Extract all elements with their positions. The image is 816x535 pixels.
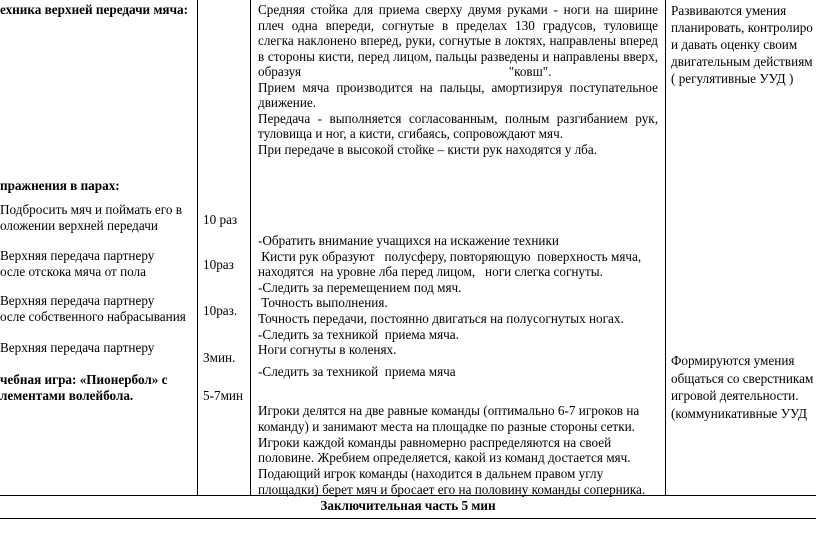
dose-3: 10раз. (203, 303, 238, 318)
col-divider-2 (250, 0, 251, 496)
note-line: Кисти рук образуют полусферу, повторяющую поверхность мяча, (258, 248, 642, 264)
communicative-line: игровой деятельности. (671, 388, 799, 403)
note-line: -Следить за техникой приема мяча. (258, 326, 459, 342)
regulative-line: и давать оценку своим (671, 37, 798, 52)
final-part-title: Заключительная часть 5 мин (320, 498, 496, 513)
game-rules (258, 403, 658, 498)
row-divider-footer (0, 518, 816, 519)
game-line: Подающий игрок команды (находится в дальнем правом углу (258, 466, 604, 482)
dose-4: 3мин. (203, 350, 236, 365)
technique-line: плеч одна впереди, согнутые в пределах 130 градусов, туловище (258, 17, 658, 33)
technique-line: Средняя стойка для приема сверху двумя руками - ноги на ширине (258, 2, 658, 17)
technique-line: слегка наклонено вперед, руки, согнутые в локтях, направлены вперед (258, 33, 658, 48)
technique-heading: ехника верхней передачи мяча: (0, 2, 188, 17)
exercise-1-line2: оложении верхней передачи (0, 218, 158, 233)
note-line: -Обратить внимание учащихся на искажение техники (258, 233, 559, 248)
communicative-line: Формируются умения (671, 353, 795, 368)
note-last: -Следить за техникой приема мяча (258, 364, 456, 379)
communicative-outcomes (671, 352, 816, 422)
regulative-line: Развиваются умения (671, 3, 787, 18)
game-line: площадки) берет мяч и бросает его на половину команды соперника. (258, 481, 646, 497)
technique-line: При передаче в высокой стойке – кисти рук находятся у лба. (258, 141, 598, 157)
game-line: Игроки делятся на две равные команды (оптимально 6-7 игроков на (258, 403, 640, 418)
technique-description (258, 2, 658, 157)
note-line: Точность передачи, постоянно двигаться на полусогнутых ногах. (258, 310, 624, 326)
note-line: Точность выполнения. (258, 295, 388, 311)
exercise-3-line1: Верхняя передача партнеру (0, 293, 155, 308)
game-heading-line1: чебная игра: «Пионербол» с (0, 372, 168, 387)
exercise-1-line1: Подбросить мяч и поймать его в (0, 202, 182, 217)
technique-line: в стороны кисти, перед лицом, пальцы разведены и направлены вверх, (258, 48, 658, 64)
teaching-notes (258, 233, 658, 358)
dose-1: 10 раз (203, 212, 238, 227)
technique-line: Передача - выполняется согласованным, полным разгибанием рук, (258, 110, 658, 126)
dose-5: 5-7мин (203, 388, 244, 403)
technique-line: туловища и ног, а кисти, сгибаясь, сопровождают мяч. (258, 126, 564, 141)
communicative-line: (коммуникативные УУД (671, 405, 808, 421)
note-line: находятся на уровне лба перед лицом, ноги слегка согнуты. (258, 264, 603, 280)
exercise-2-line2: осле отскока мяча от пола (0, 264, 146, 279)
col-divider-3 (665, 0, 666, 496)
exercise-2-line1: Верхняя передача партнеру (0, 248, 155, 263)
regulative-line: двигательным действиям (671, 54, 813, 69)
game-heading-line2: лементами волейбола. (0, 388, 134, 403)
game-line: команду) и занимают места на площадке по разные стороны сетки. (258, 418, 635, 434)
exercise-4-line1: Верхняя передача партнеру (0, 340, 155, 355)
note-line: Ноги согнуты в коленях. (258, 342, 397, 358)
exercise-3-line2: осле собственного набрасывания (0, 309, 186, 324)
technique-line: Прием мяча производится на пальцы, амортизируя поступательное (258, 79, 658, 95)
note-line: -Следить за перемещением под мяч. (258, 279, 462, 295)
technique-line: движение. (258, 95, 317, 110)
col-divider-1 (197, 0, 198, 496)
regulative-line: планировать, контролиро (671, 20, 813, 35)
game-line: половине. Жребием определяется, какой из команд достается мяч. (258, 450, 631, 466)
communicative-line: общаться со сверстникам (671, 370, 814, 386)
dose-2: 10раз (203, 257, 234, 272)
game-line: Игроки каждой команды равномерно распределяются на своей (258, 434, 612, 450)
regulative-outcomes (671, 2, 816, 87)
technique-line: образуя "ковш". (258, 64, 552, 79)
regulative-line: ( регулятивные УУД ) (671, 71, 794, 86)
pairs-heading: пражнения в парах: (0, 178, 120, 193)
